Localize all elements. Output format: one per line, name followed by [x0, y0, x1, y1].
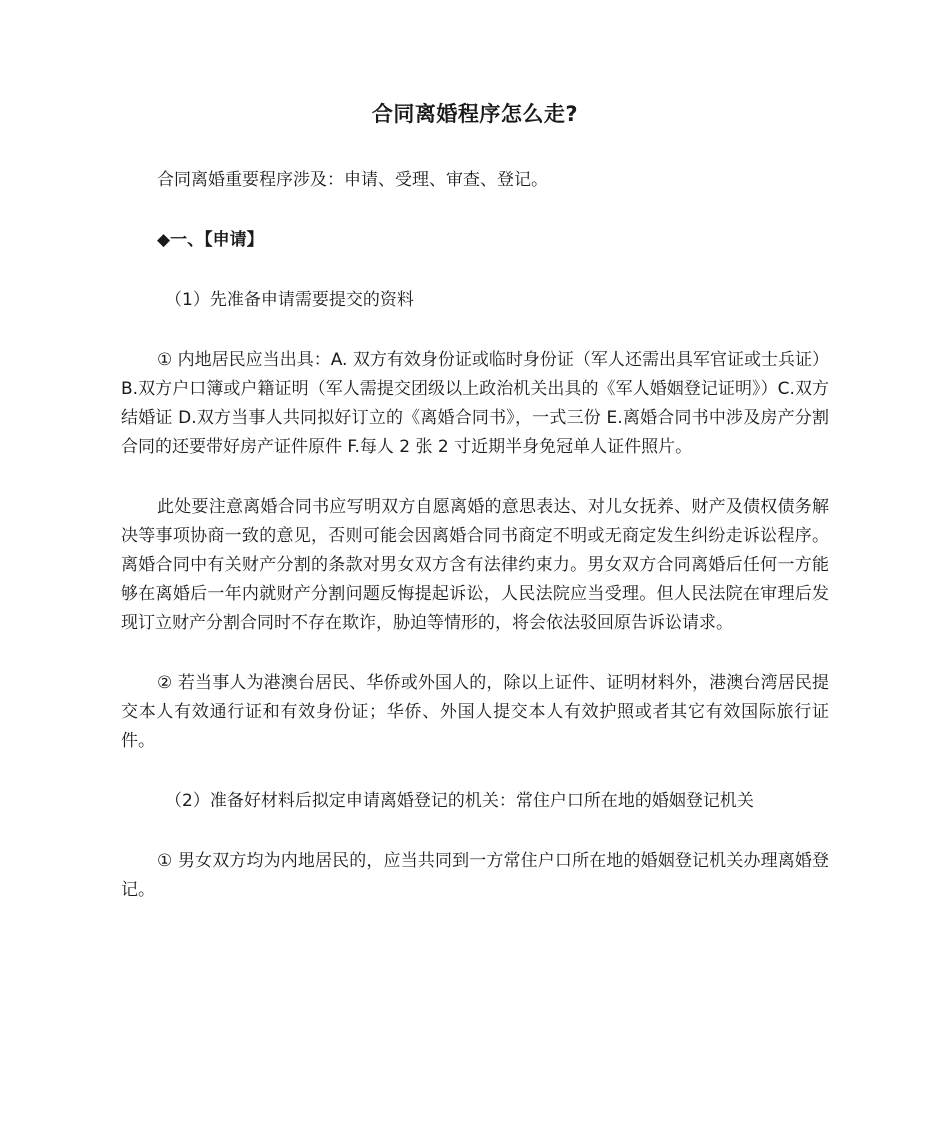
- paragraph-foreign-residents: ② 若当事人为港澳台居民、华侨或外国人的，除以上证件、证明材料外，港澳台湾居民提交本人有效通行证和有效身份证；华侨、外国人提交本人有效护照或者其它有效国际旅行证件。: [121, 673, 829, 751]
- section-heading-apply: ◆一、【申请】: [157, 230, 264, 250]
- document-body: [121, 98, 829, 905]
- step-heading-prepare-materials: （1）先准备申请需要提交的资料: [165, 290, 414, 310]
- paragraph-required-materials: ① 内地居民应当出具：A. 双方有效身份证或临时身份证（军人还需出具军官证或士兵证）B.双方户口簿或户籍证明（军人需提交团级以上政治机关出具的《军人婚姻登记证明》）C.双方结婚证 D.双方当事人共同拟好订立的《离婚合同书》，一式三份 E.离婚合同书中涉及房产分割合同的还要带好房产证件原件 F.每人 2 张 2 寸近期半身免冠单人证件照片。: [121, 350, 829, 457]
- paragraph-mainland-residents: ① 男女双方均为内地居民的，应当共同到一方常住户口所在地的婚姻登记机关办理离婚登记。: [121, 851, 829, 900]
- step-heading-registry-office: （2）准备好材料后拟定申请离婚登记的机关：常住户口所在地的婚姻登记机关: [165, 791, 754, 811]
- intro-paragraph: 合同离婚重要程序涉及：申请、受理、审查、登记。: [157, 170, 548, 190]
- page-title: 合同离婚程序怎么走?: [371, 102, 579, 126]
- paragraph-agreement-notice: 此处要注意离婚合同书应写明双方自愿离婚的意思表达、对儿女抚养、财产及债权债务解决等事项协商一致的意见，否则可能会因离婚合同书商定不明或无商定发生纠纷走诉讼程序。离婚合同中有关财产分割的条款对男女双方含有法律约束力。男女双方合同离婚后任何一方能够在离婚后一年内就财产分割问题反悔提起诉讼，人民法院应当受理。但人民法院在审理后发现订立财产分割合同时不存在欺诈，胁迫等情形的，将会依法驳回原告诉讼请求。: [121, 497, 829, 633]
